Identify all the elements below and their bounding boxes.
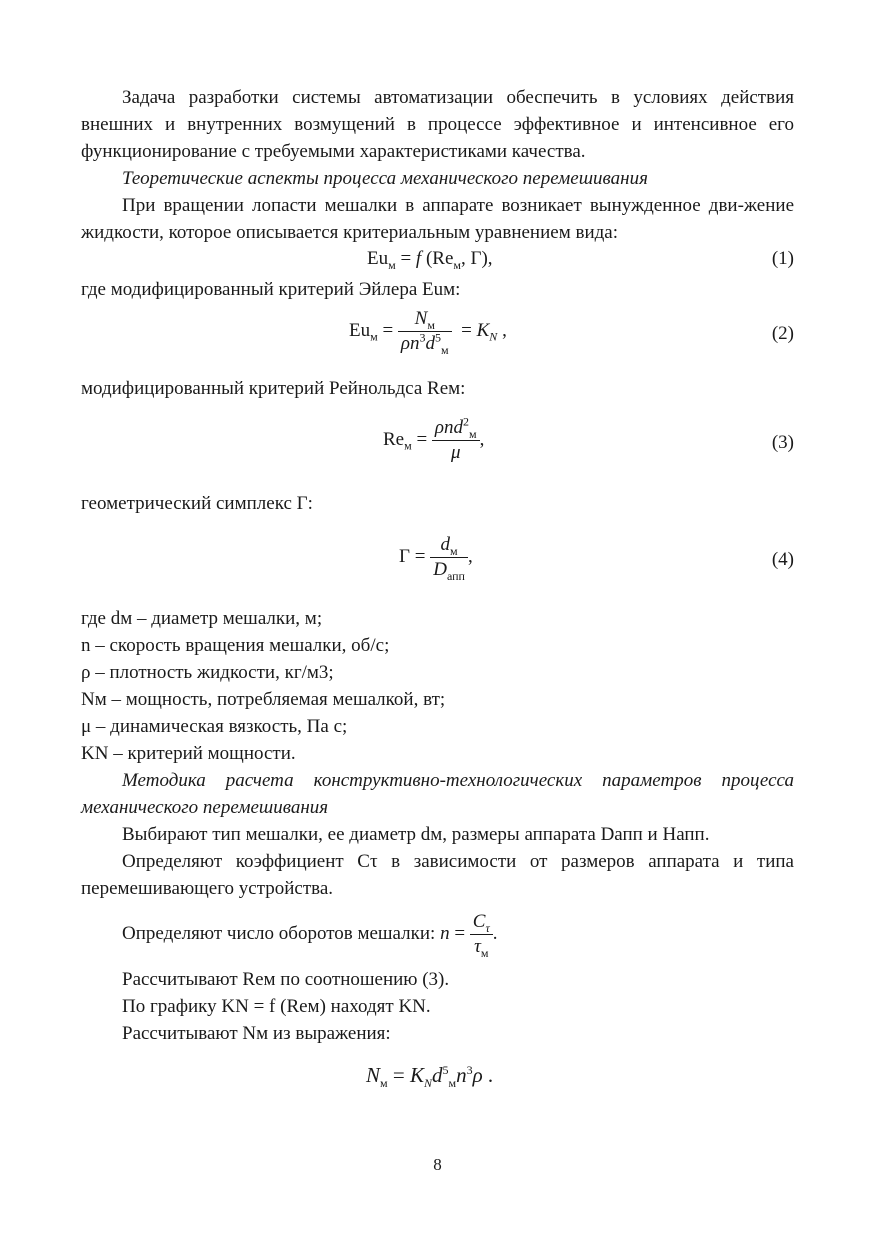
equation-2-number: (2) (771, 323, 794, 344)
step-rotation-speed-row (81, 902, 794, 958)
page-body (81, 84, 794, 1103)
equation-3-fraction: $\frac{\rho nd^2_м}{\mu}$ (432, 416, 480, 465)
equation-4-fraction: $\frac{d_м}{D_{апп}}$ (430, 533, 468, 582)
definition-N: Nм – мощность, потребляемая мешалкой, вт; (81, 689, 446, 710)
text-euler-criterion: где модифицированный критерий Эйлера Euм: (81, 279, 461, 300)
equation-3-row (81, 402, 794, 484)
text-reynolds-criterion: модифицированный критерий Рейнольдса Reм: (81, 378, 466, 399)
equation-3: $Re_м$ = $\frac{\rho nd^2_м}{\mu}$ , (383, 414, 485, 463)
equation-2-row (81, 303, 794, 369)
equation-5: $N_м = K_Nd^5_мn^3\rho$ . (366, 1063, 494, 1091)
definition-n: n – скорость вращения мешалки, об/с; (81, 635, 390, 656)
step-choose-mixer: Выбирают тип мешалки, ее диаметр dм, размеры аппарата Dапп и Hапп. (122, 824, 710, 845)
step-compute-re: Рассчитывают Reм по соотношению (3). (122, 969, 450, 990)
equation-1: $Eu_м = f$ ($Re_м$, Г), (367, 248, 493, 272)
definition-d: где dм – диаметр мешалки, м; (81, 608, 323, 629)
step-coefficient: Определяют коэффициент Cτ в зависимости от размеров аппарата и типа перемешивающего устройства. (81, 851, 794, 899)
equation-4-number: (4) (771, 549, 794, 570)
equation-4-row (81, 517, 794, 605)
section-heading-method: Методика расчета конструктивно-технологических параметров процесса механического перемешивания (81, 770, 794, 818)
equation-1-row (81, 246, 794, 276)
equation-4: Г = $\frac{d_м}{D_{апп}}$ , (399, 534, 473, 583)
equation-5-row (81, 1047, 794, 1103)
definition-rho: ρ – плотность жидкости, кг/м3; (81, 662, 334, 683)
definition-KN: KN – критерий мощности. (81, 743, 296, 764)
step-compute-n: Рассчитывают Nм из выражения: (122, 1023, 391, 1044)
paragraph-rotation: При вращении лопасти мешалки в аппарате возникает вынужденное дви-жение жидкости, которое описывается критериальным уравнением вида: (81, 195, 794, 243)
paragraph-intro: Задача разработки системы автоматизации обеспечить в условиях действия внешних и внутренних возмущений в процессе эффективное и интенсивное его функционирование с требуемыми характеристиками качества. (81, 87, 794, 162)
step-graph-kn: По графику KN = f (Reм) находят KN. (122, 996, 431, 1017)
section-heading-theory: Теоретические аспекты процесса механического перемешивания (122, 168, 648, 189)
definition-mu: μ – динамическая вязкость, Па с; (81, 716, 348, 737)
page-number: 8 (433, 1155, 442, 1174)
text-geometric-simplex: геометрический симплекс Г: (81, 493, 313, 514)
step-rotation-speed: Определяют число оборотов мешалки: n = $\frac{C_\tau}{\tau_м}$ . (122, 911, 498, 960)
equation-1-number: (1) (771, 248, 794, 269)
equation-2-fraction: $\frac{N_м}{\rho n^3d^5_м}$ (398, 307, 452, 356)
equation-2: $Eu_м$ = $\frac{N_м}{\rho n^3d^5_м}$ = $K_N$ , (349, 308, 507, 357)
equation-3-number: (3) (771, 432, 794, 453)
step-rotation-fraction: $\frac{C_\tau}{\tau_м}$ (470, 910, 493, 959)
